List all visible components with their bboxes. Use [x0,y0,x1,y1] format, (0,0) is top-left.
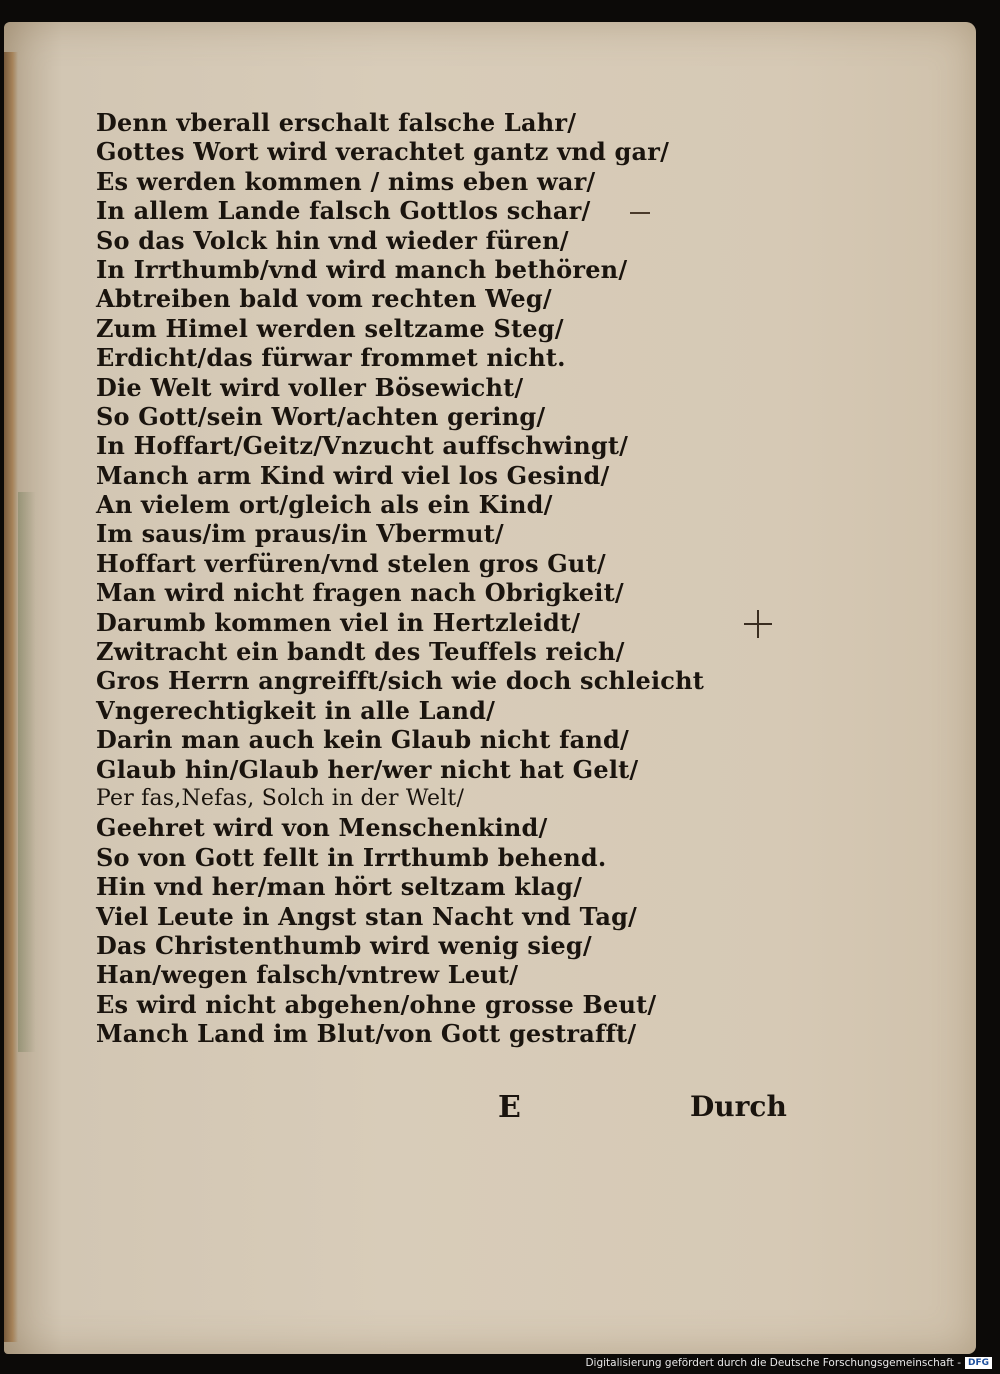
verse-line: Darin man auch kein Glaub nicht fand/ [96,725,630,755]
signature-mark: E [498,1090,521,1125]
verse-line: Vngerechtigkeit in alle Land/ [96,695,496,725]
verse-line: Hin vnd her/man hört seltzam klag/ [96,872,583,902]
verse-line: Abtreiben bald vom rechten Weg/ [96,284,552,314]
page-spine-edge [4,52,18,1342]
verse-line: Hoffart verfüren/vnd stelen gros Gut/ [96,548,606,578]
verse-line: Manch Land im Blut/von Gott gestrafft/ [96,1019,637,1049]
verse-line: Zum Himel werden seltzame Steg/ [96,313,564,343]
catchword: Durch [690,1090,787,1123]
verse-line: Gottes Wort wird verachtet gantz vnd gar/ [96,137,670,167]
margin-cross-icon [742,608,774,640]
verse-line: Gros Herrn angreifft/sich wie doch schleicht [96,666,705,696]
verse-line: Es werden kommen / nims eben war/ [96,166,596,196]
footer-credit: Digitalisierung gefördert durch die Deutsche Forschungsgemeinschaft - [585,1357,961,1369]
verse-line: Geehret wird von Menschenkind/ [96,813,548,843]
verse-line: Zwitracht ein bandt des Teuffels reich/ [96,637,625,667]
verse-line: In Irrthumb/vnd wird manch bethören/ [96,254,628,284]
verse-line: Denn vberall erschalt falsche Lahr/ [96,108,577,137]
verse-line: Han/wegen falsch/vntrew Leut/ [96,960,519,990]
verse-line: Glaub hin/Glaub her/wer nicht hat Gelt/ [96,754,639,784]
verse-list [96,108,704,1049]
dfg-logo: DFG [965,1357,992,1369]
verse-line: Die Welt wird voller Bösewicht/ [96,372,524,402]
verse-line: Es wird nicht abgehen/ohne grosse Beut/ [96,989,657,1019]
verse-line: So von Gott fellt in Irrthumb behend. [96,842,607,872]
verse-line: Manch arm Kind wird viel los Gesind/ [96,460,610,490]
verse-line: Per fas,Nefas, Solch in der Welt/ [96,785,465,811]
verse-line: Im saus/im praus/in Vbermut/ [96,519,504,549]
verse-line: So Gott/sein Wort/achten gering/ [96,401,546,431]
page-stain [18,492,36,1052]
verse-line: In allem Lande falsch Gottlos schar/ [96,196,591,226]
verse-line: In Hoffart/Geitz/Vnzucht auffschwingt/ [96,431,629,461]
verse-line: Darumb kommen viel in Hertzleidt/ [96,607,581,637]
verse-line: Erdicht/das fürwar frommet nicht. [96,343,566,373]
verse-line: Man wird nicht fragen nach Obrigkeit/ [96,578,624,608]
verse-line: Viel Leute in Angst stan Nacht vnd Tag/ [96,901,638,931]
margin-dash-mark [630,212,650,214]
digitization-footer [585,1354,992,1372]
verse-line: Das Christenthumb wird wenig sieg/ [96,930,592,960]
verse-line: An vielem ort/gleich als ein Kind/ [96,490,553,520]
verse-line: So das Volck hin vnd wieder füren/ [96,225,569,255]
